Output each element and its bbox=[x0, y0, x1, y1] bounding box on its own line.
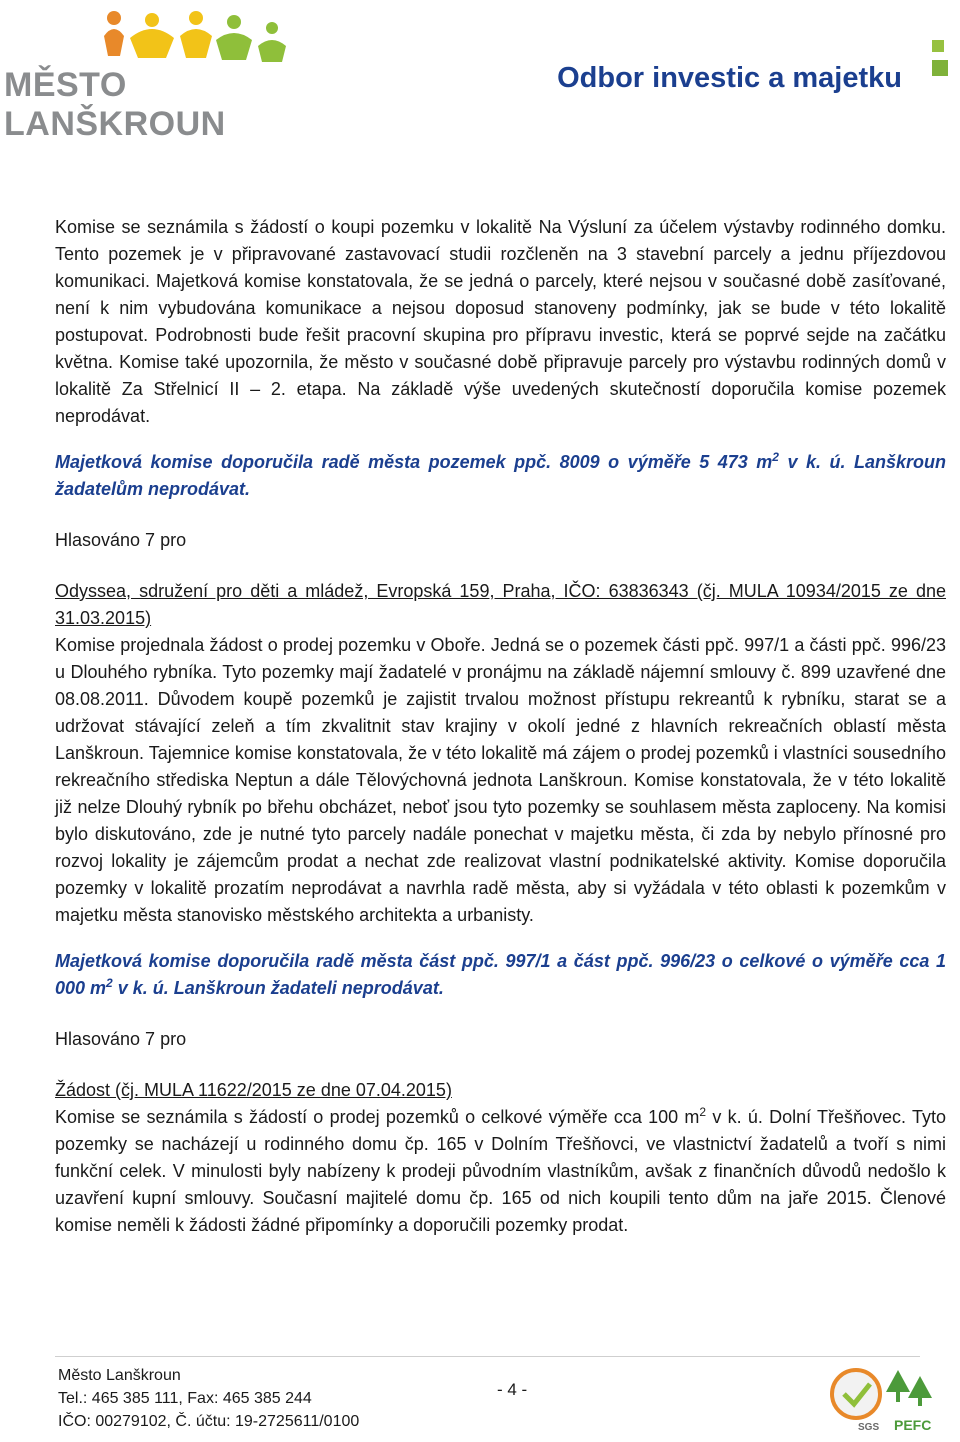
section-heading: Žádost (čj. MULA 11622/2015 ze dne 07.04.2015) bbox=[55, 1080, 452, 1100]
corner-squares-icon bbox=[932, 40, 948, 88]
paragraph-text: v k. ú. Dolní Třešňovec. Tyto pozemky se nacházejí u rodinného domu čp. 165 v Dolním Třešňovci, ve vlastnictví žadatelů a tvoří s nimi funkční celek. V minulosti byly nabízeny k prodeji původním vlastníkům, avšak z finančních důvodů nedošlo k uzavření kupní smlouvy. Současní majitelé domu čp. 165 od nich koupili tento dům na jaře 2015. Členové komise neměli k žádosti žádné připomínky a doporučili pozemky prodat. bbox=[55, 1107, 946, 1235]
vote-result: Hlasováno 7 pro bbox=[55, 1029, 187, 1049]
footer-contact bbox=[58, 1364, 359, 1433]
paragraph bbox=[55, 1104, 946, 1239]
vote-result: Hlasováno 7 pro bbox=[55, 530, 187, 550]
decision-text: Majetková komise doporučila radě města pozemek ppč. 8009 o výměře 5 473 m bbox=[55, 452, 773, 472]
decision-text: v k. ú. Lanškroun žadatelům neprodávat. bbox=[55, 452, 946, 499]
logo-figures-icon bbox=[100, 8, 300, 68]
footer-divider bbox=[55, 1356, 920, 1357]
pefc-label: PEFC bbox=[894, 1417, 932, 1433]
logo-wordmark: MĚSTO LANŠKROUN bbox=[4, 66, 226, 143]
superscript: 2 bbox=[772, 450, 779, 464]
paragraph-text: Komise se seznámila s žádostí o prodej pozemků o celkové výměře cca 100 m bbox=[55, 1107, 700, 1127]
certification-logos-icon bbox=[828, 1362, 946, 1434]
decision-text: Majetková komise doporučila radě města část ppč. 997/1 a část ppč. 996/23 o celkové o výměře cca 1 000 m bbox=[55, 951, 946, 998]
department-title: Odbor investic a majetku bbox=[557, 62, 902, 94]
superscript: 2 bbox=[106, 976, 113, 990]
section-heading: Odyssea, sdružení pro děti a mládež, Evropská 159, Praha, IČO: 63836343 (čj. MULA 10934/2015 ze dne 31.03.2015) bbox=[55, 581, 946, 628]
city-logo bbox=[4, 8, 324, 143]
decision-text: v k. ú. Lanškroun žadateli neprodávat. bbox=[112, 978, 444, 998]
paragraph: Komise se seznámila s žádostí o koupi pozemku v lokalitě Na Výsluní za účelem výstavby rodinného domku. Tento pozemek je v připravované zastavovací studii rozčleněn na 3 stavební parcely a jednu příjezdovou komunikaci. Majetková komise konstatovala, že se jedná o parcely, které nejsou v současné době zasíťované, není k nim vybudována komunikace a nejsou doposud stanoveny podmínky, jak se bude v této lokalitě postupovat. Podrobnosti bude řešit pracovní skupina pro přípravu investic, která se poprvé sejde na začátku května. Komise také upozornila, že město v současné době připravuje parcely pro výstavbu rodinných domů v lokalitě Za Střelnicí II – 2. etapa. Na základě výše uvedených skutečností doporučila komise pozemek neprodávat. bbox=[55, 217, 946, 426]
paragraph: Komise projednala žádost o prodej pozemku v Oboře. Jedná se o pozemek části ppč. 997/1 a části ppč. 996/23 u Dlouhého rybníka. Tyto pozemky mají žadatelé v pronájmu na základě nájemní smlouvy č. 899 uzavřené dne 08.08.2011. Důvodem koupě pozemků je zajistit trvalou možnost přístupu rekreantů k rybníku, starat se a udržovat stávající zeleň a tím zkvalitnit stav krajiny v okolí jedné z hlavních rekreačních oblastí města Lanškroun. Tajemnice komise konstatovala, že v této lokalitě má zájem o prodej pozemků i vlastníci sousedního rekreačního střediska Neptun a dále Tělovýchovná jednota Lanškroun. Komise konstatovala, že v této lokalitě již nelze Dlouhý rybník po břehu obcházet, neboť jsou tyto pozemky se souhlasem města zaploceny. Na komisi bylo diskutováno, zde je nutné tyto parcely nadále ponechat v majetku města, či zda by nebylo přínosné pro rozvoj lokality je zájemcům prodat a nechat zde realizovat vlastní podnikatelské aktivity. Komise doporučila pozemky v lokalitě prozatím neprodávat a navrhla radě města, aby si vyžádala v této oblasti k pozemkům v majetku města stanovisko městského architekta a urbanisty. bbox=[55, 635, 946, 925]
footer-org: Město Lanškroun bbox=[58, 1367, 181, 1384]
decision-statement bbox=[55, 449, 946, 503]
footer-phone: Tel.: 465 385 111, Fax: 465 385 244 bbox=[58, 1390, 312, 1407]
superscript: 2 bbox=[699, 1105, 707, 1119]
footer-ids: IČO: 00279102, Č. účtu: 19-2725611/0100 bbox=[58, 1413, 360, 1430]
sgs-label: SGS bbox=[858, 1422, 880, 1433]
page-number: - 4 - bbox=[497, 1380, 528, 1399]
decision-statement bbox=[55, 948, 946, 1002]
document-body bbox=[55, 214, 946, 1239]
